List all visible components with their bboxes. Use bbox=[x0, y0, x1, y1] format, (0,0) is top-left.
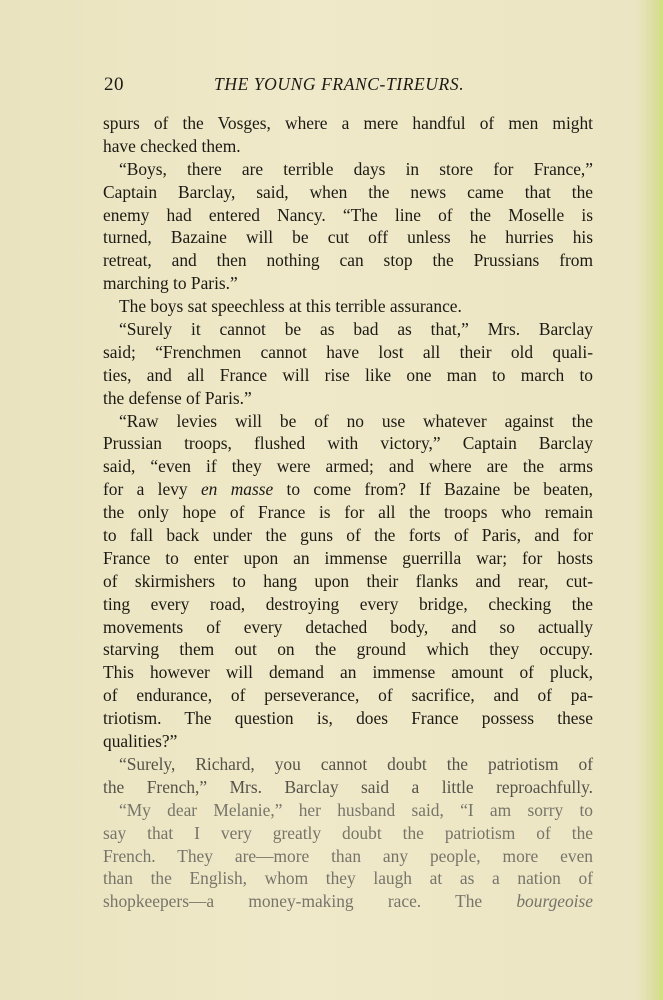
text-line: starving them out on the ground which they occupy. bbox=[103, 639, 593, 660]
text-line: the only hope of France is for all the troops who remain bbox=[103, 502, 593, 523]
text-line: Prussian troops, flushed with victory,” Captain Barclay bbox=[103, 433, 593, 454]
text-line: ting every road, destroying every bridge, checking the bbox=[103, 593, 593, 614]
text-line: to fall back under the guns of the forts of Paris, and for bbox=[103, 525, 593, 546]
text-line: France to enter upon an immense guerrilla war; for hosts bbox=[103, 547, 593, 568]
text-line: shopkeepers—a money-making race. The bourgeoise bbox=[103, 891, 593, 912]
text-line: The boys sat speechless at this terrible assurance. bbox=[119, 296, 462, 317]
text-line: than the English, whom they laugh at as a nation of bbox=[103, 868, 593, 889]
text-line: of endurance, of perseverance, of sacrifice, and of pa- bbox=[103, 685, 593, 706]
text-line: of skirmishers to hang upon their flanks and rear, cut- bbox=[103, 570, 593, 591]
text-line: enemy had entered Nancy. “The line of the Moselle is bbox=[103, 204, 593, 225]
text-line: “Surely, Richard, you cannot doubt the patriotism of bbox=[119, 753, 593, 774]
text-line: triotism. The question is, does France possess these bbox=[103, 708, 593, 729]
text-line: marching to Paris.” bbox=[103, 273, 238, 294]
text-line: ties, and all France will rise like one man to march to bbox=[103, 364, 593, 385]
text-line: the French,” Mrs. Barclay said a little reproachfully. bbox=[103, 776, 593, 797]
text-line: spurs of the Vosges, where a mere handful of men might bbox=[103, 113, 593, 133]
text-line: This however will demand an immense amount of pluck, bbox=[103, 662, 593, 683]
text-line: retreat, and then nothing can stop the Prussians from bbox=[103, 250, 593, 271]
page-number: 20 bbox=[104, 74, 124, 95]
text-line: “Surely it cannot be as bad as that,” Mrs. Barclay bbox=[119, 319, 593, 340]
text-line: “Raw levies will be of no use whatever against the bbox=[119, 410, 593, 431]
text-line: say that I very greatly doubt the patriotism of the bbox=[103, 822, 593, 843]
text-line: Captain Barclay, said, when the news came that the bbox=[103, 181, 593, 202]
text-line: said, “even if they were armed; and where are the arms bbox=[103, 456, 593, 477]
text-line: “Boys, there are terrible days in store for France,” bbox=[119, 158, 593, 179]
body-text bbox=[103, 112, 593, 913]
text-line: turned, Bazaine will be cut off unless he hurries his bbox=[103, 227, 593, 248]
text-line: for a levy en masse to come from? If Bazaine be beaten, bbox=[103, 479, 593, 500]
text-line: French. They are—more than any people, more even bbox=[103, 845, 593, 866]
text-line: the defense of Paris.” bbox=[103, 387, 252, 408]
text-line: have checked them. bbox=[103, 135, 241, 156]
text-line: movements of every detached body, and so actually bbox=[103, 616, 593, 637]
text-line: said; “Frenchmen cannot have lost all their old quali- bbox=[103, 341, 593, 362]
running-head: THE YOUNG FRANC-TIREURS. bbox=[214, 74, 465, 94]
text-line: “My dear Melanie,” her husband said, “I am sorry to bbox=[119, 799, 593, 820]
page-header bbox=[104, 74, 594, 100]
text-line: qualities?” bbox=[103, 731, 178, 752]
